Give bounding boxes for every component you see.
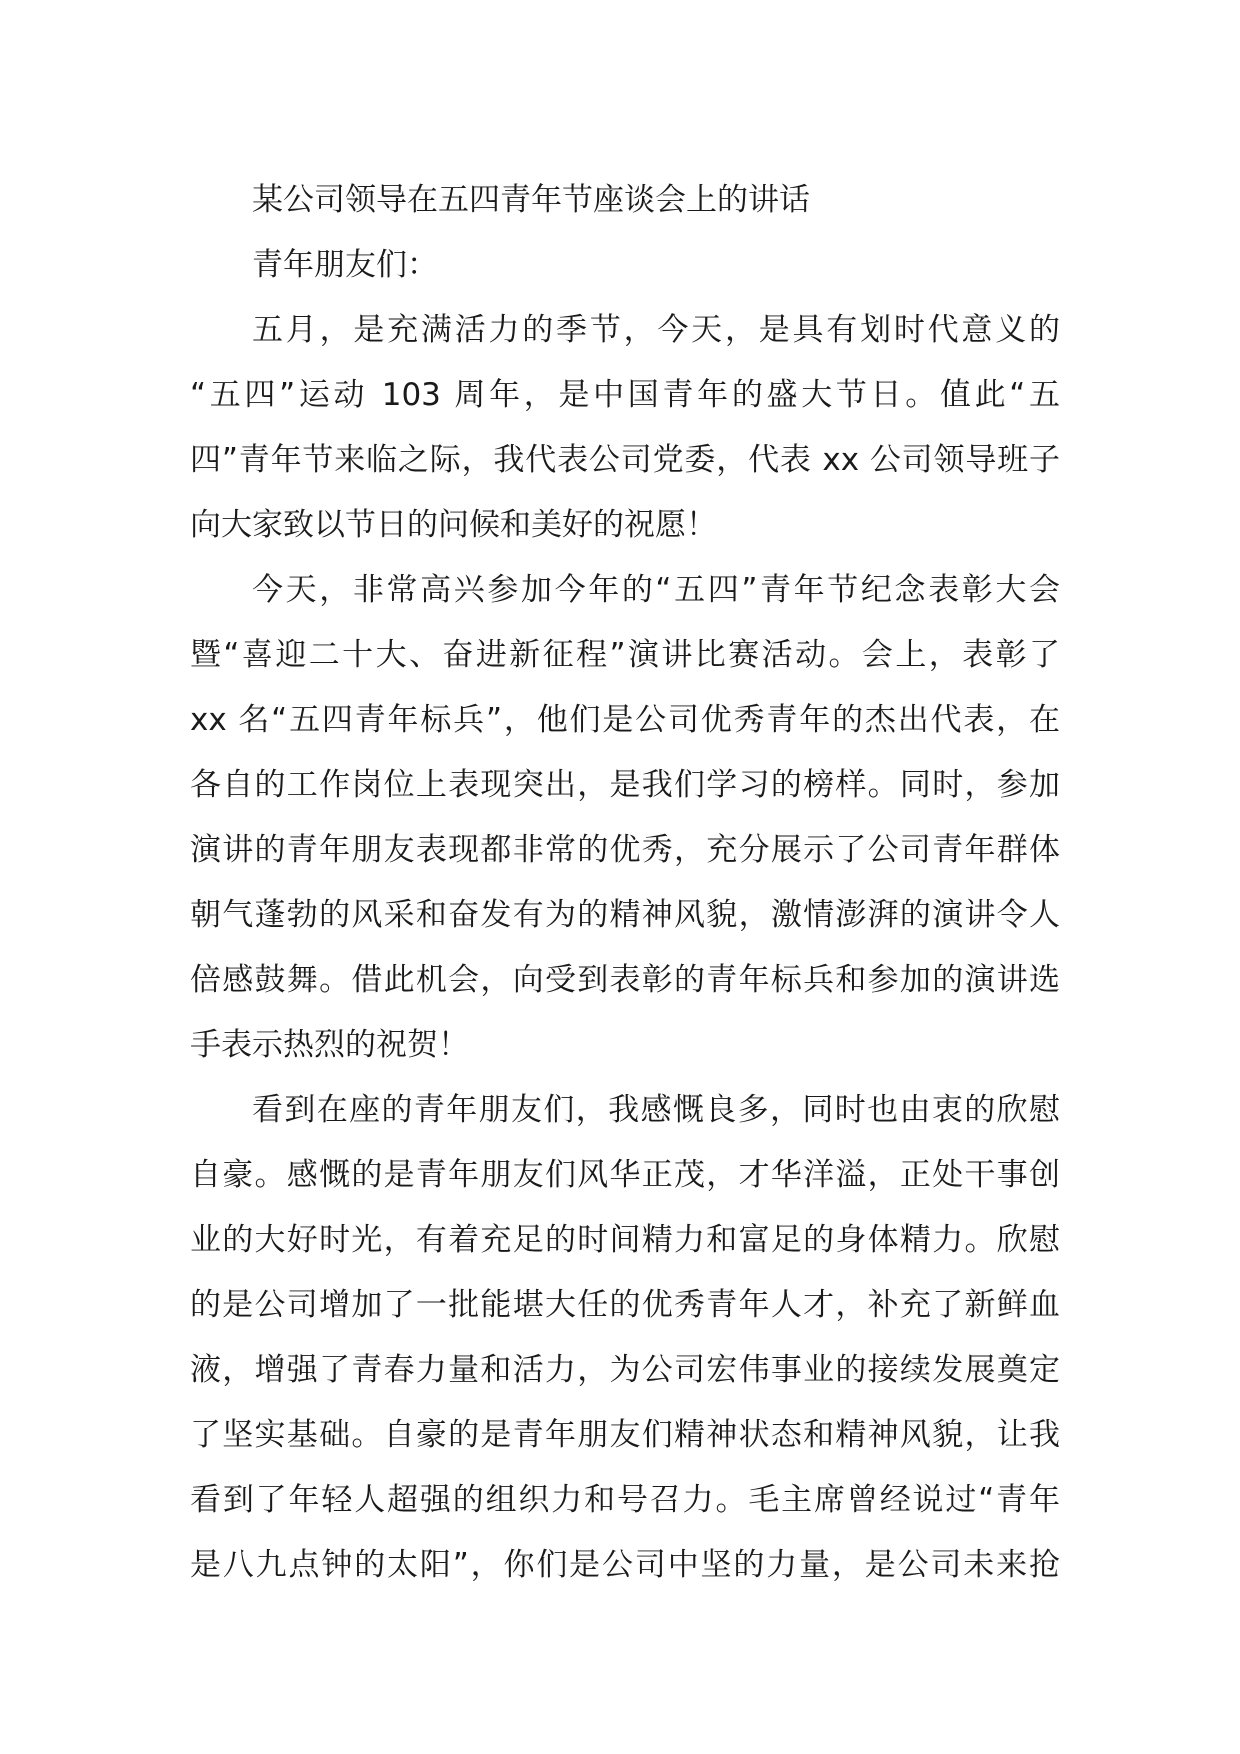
paragraph-line: 自豪。感慨的是青年朋友们风华正茂，才华洋溢，正处干事创: [190, 1157, 1060, 1193]
paragraph-line: 四”青年节来临之际，我代表公司党委，代表 xx 公司领导班子: [190, 442, 1060, 478]
paragraph-line: 看到在座的青年朋友们，我感慨良多，同时也由衷的欣慰: [252, 1092, 1060, 1128]
paragraph-line: 今天，非常高兴参加今年的“五四”青年节纪念表彰大会: [252, 572, 1060, 608]
paragraph-line: 各自的工作岗位上表现突出，是我们学习的榜样。同时，参加: [190, 767, 1060, 803]
paragraph-line: 的是公司增加了一批能堪大任的优秀青年人才，补充了新鲜血: [190, 1287, 1060, 1323]
paragraph-1: [190, 298, 1060, 558]
paragraph-line: “五四”运动 103 周年，是中国青年的盛大节日。值此“五: [190, 377, 1060, 413]
paragraph-line: 朝气蓬勃的风采和奋发有为的精神风貌，激情澎湃的演讲令人: [190, 897, 1060, 933]
document-title: 某公司领导在五四青年节座谈会上的讲话: [252, 182, 810, 218]
paragraph-3: [190, 1078, 1060, 1598]
paragraph-line: 五月，是充满活力的季节，今天，是具有划时代意义的: [252, 312, 1060, 348]
paragraph-line: 倍感鼓舞。借此机会，向受到表彰的青年标兵和参加的演讲选: [190, 962, 1060, 998]
paragraph-line: 手表示热烈的祝贺！: [190, 1027, 469, 1063]
paragraph-line: 向大家致以节日的问候和美好的祝愿！: [190, 507, 717, 543]
paragraph-line: 液，增强了青春力量和活力，为公司宏伟事业的接续发展奠定: [190, 1352, 1060, 1388]
paragraph-line: 业的大好时光，有着充足的时间精力和富足的身体精力。欣慰: [190, 1222, 1060, 1258]
paragraph-line: 看到了年轻人超强的组织力和号召力。毛主席曾经说过“青年: [190, 1482, 1060, 1518]
paragraph-line: xx 名“五四青年标兵”，他们是公司优秀青年的杰出代表，在: [190, 702, 1060, 738]
paragraph-line: 了坚实基础。自豪的是青年朋友们精神状态和精神风貌，让我: [190, 1417, 1060, 1453]
salutation: 青年朋友们：: [252, 247, 438, 283]
paragraph-line: 暨“喜迎二十大、奋进新征程”演讲比赛活动。会上，表彰了: [190, 637, 1060, 673]
paragraph-2: [190, 558, 1060, 1078]
document-body: [190, 168, 1060, 1598]
paragraph-line: 演讲的青年朋友表现都非常的优秀，充分展示了公司青年群体: [190, 832, 1060, 868]
paragraph-line: 是八九点钟的太阳”，你们是公司中坚的力量，是公司未来抢: [190, 1547, 1060, 1583]
